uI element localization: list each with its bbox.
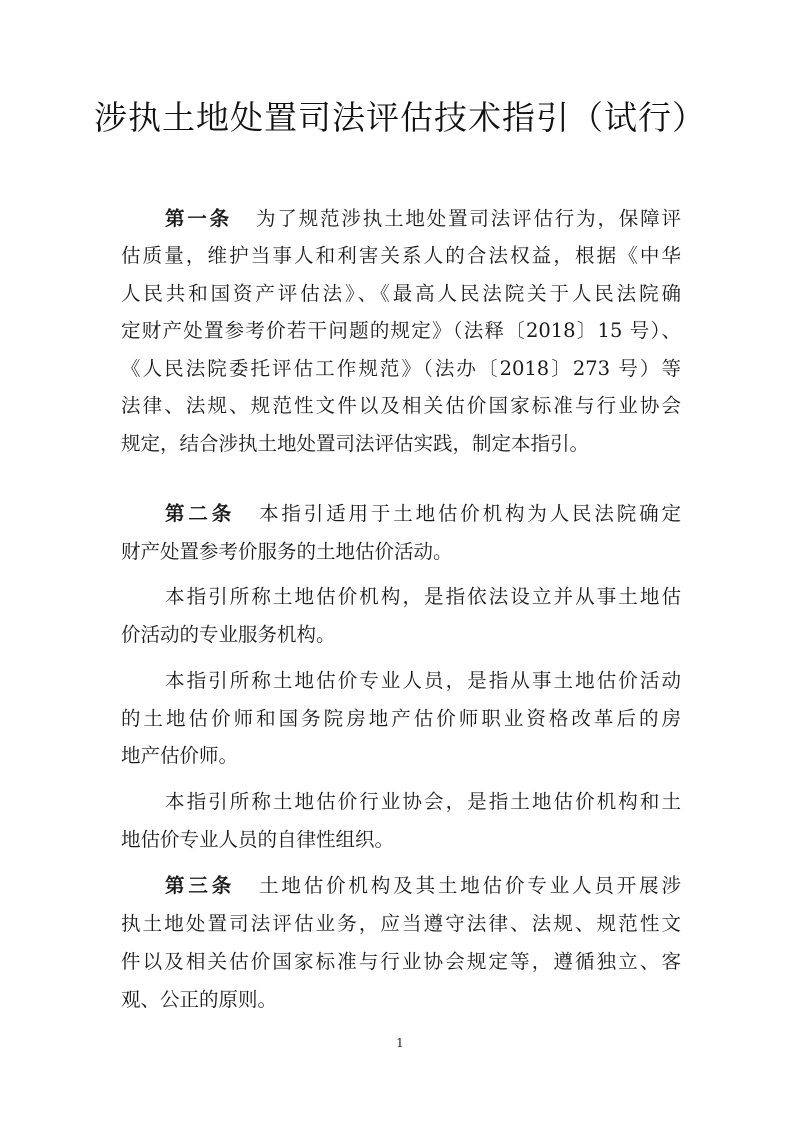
article-1-text: 为了规范涉执土地处置司法评估行为，保障评	[256, 207, 681, 230]
article-2-line-2: 财产处置参考价服务的土地估价活动。	[121, 540, 453, 563]
article-2-line-1	[165, 499, 681, 529]
article-1-line-4: 定财产处置参考价若干问题的规定》（法释〔2018〕15 号）、	[121, 319, 681, 342]
article-2-para-3-line-2: 地估价专业人员的自律性组织。	[121, 828, 395, 851]
article-3-line-3: 件以及相关估价国家标准与行业协会规定等，遵循独立、客	[121, 950, 681, 973]
article-3-text: 土地估价机构及其土地估价专业人员开展涉	[259, 874, 681, 897]
article-2-text: 本指引适用于土地估价机构为人民法院确定	[259, 502, 681, 525]
article-2-para-2-line-1: 本指引所称土地估价专业人员，是指从事土地估价活动	[165, 669, 681, 692]
article-2-label: 第二条	[165, 502, 236, 525]
article-3-line-4: 观、公正的原则。	[121, 988, 278, 1011]
article-3-label: 第三条	[165, 874, 236, 897]
article-2-para-2-line-3: 地产估价师。	[121, 744, 239, 767]
article-2-para-3-line-1: 本指引所称土地估价行业协会，是指土地估价机构和土	[165, 790, 681, 813]
article-1-line-7: 规定，结合涉执土地处置司法评估实践，制定本指引。	[121, 432, 590, 455]
document-title: 涉执土地处置司法评估技术指引（试行）	[94, 98, 706, 137]
article-2-para-1-line-2: 价活动的专业服务机构。	[121, 623, 336, 646]
article-2-para-2-line-2: 的土地估价师和国务院房地产估价师职业资格改革后的房	[121, 707, 681, 730]
article-3-line-2: 执土地处置司法评估业务，应当遵守法律、法规、规范性文	[121, 912, 681, 935]
article-1-label: 第一条	[165, 207, 233, 230]
page-number: 1	[396, 1036, 404, 1050]
article-3-line-1	[165, 871, 681, 901]
article-1-line-6: 法律、法规、规范性文件以及相关估价国家标准与行业协会	[121, 394, 681, 417]
article-1-line-2: 估质量，维护当事人和利害关系人的合法权益，根据《中华	[121, 244, 681, 267]
article-2-para-1-line-1: 本指引所称土地估价机构，是指依法设立并从事土地估	[165, 585, 681, 608]
article-1-line-3: 人民共和国资产评估法》、《最高人民法院关于人民法院确	[121, 282, 681, 305]
article-1-line-5: 《人民法院委托评估工作规范》（法办〔2018〕273 号）等	[121, 357, 681, 380]
article-1-line-1	[165, 204, 681, 234]
